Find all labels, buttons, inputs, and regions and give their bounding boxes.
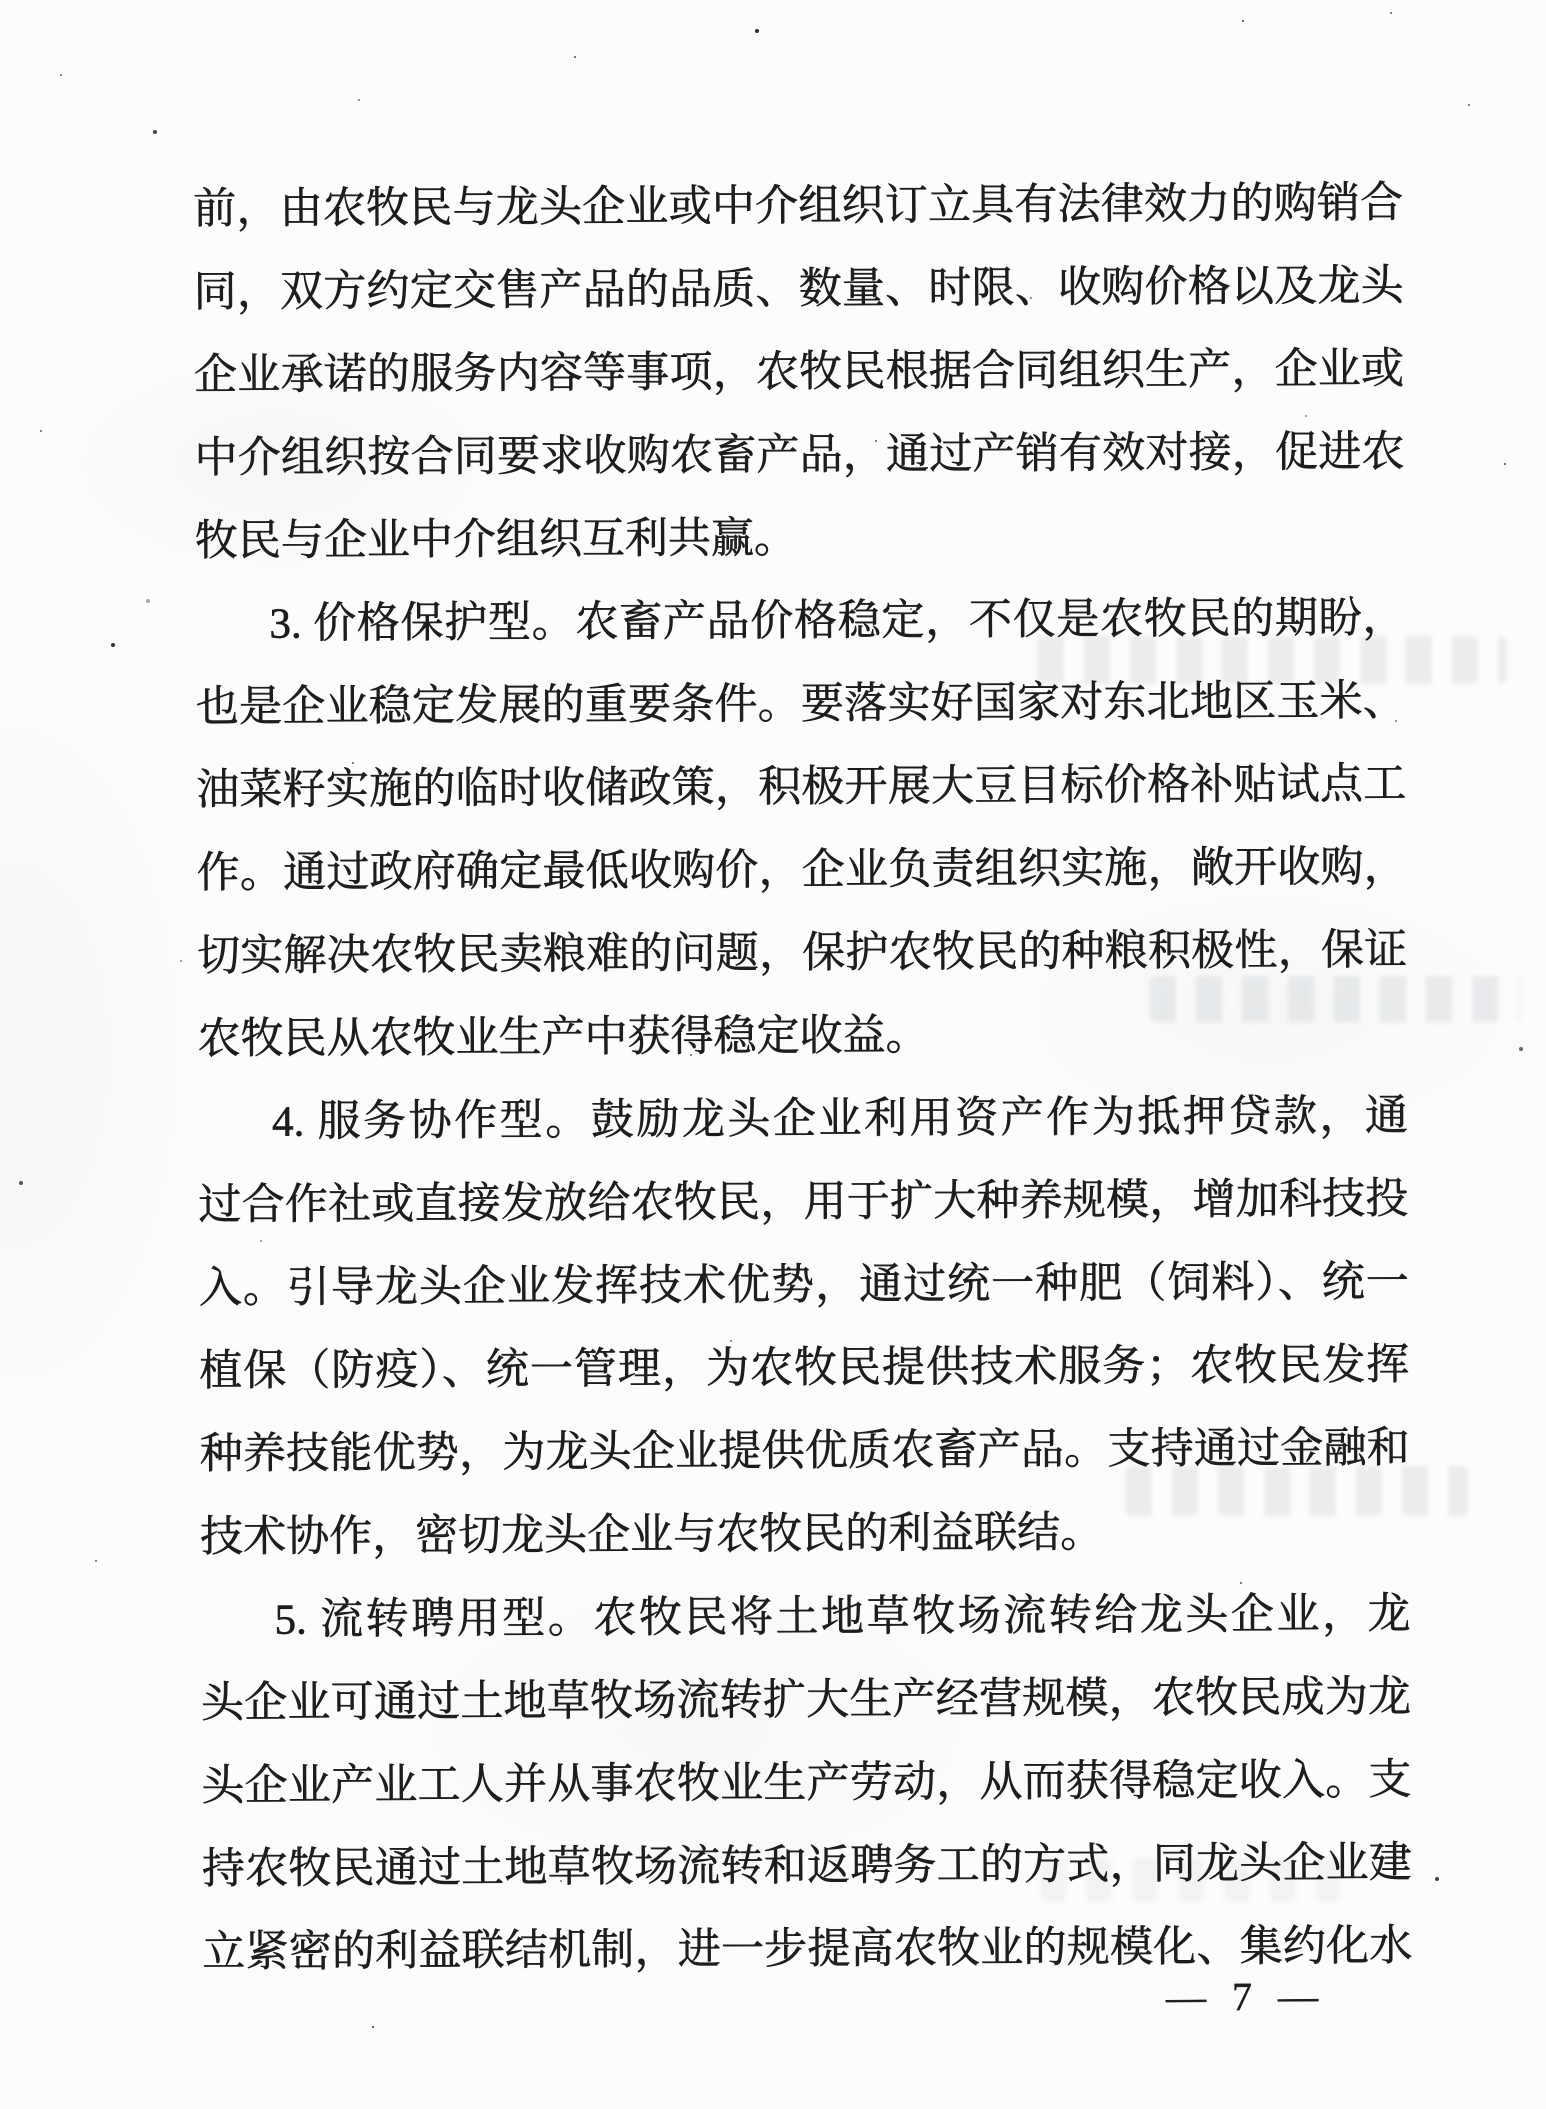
text-line: 油菜籽实施的临时收储政策，积极开展大豆目标价格补贴试点工: [196, 760, 1407, 815]
text-line: 作。通过政府确定最低收购价，企业负责组织实施，敞开收购，: [196, 843, 1407, 898]
footer-dash-right: —: [1277, 1973, 1319, 2019]
page-number-value: 7: [1231, 1973, 1253, 2020]
text-line: 技术协作，密切龙头企业与农牧民的利益联结。: [200, 1509, 1104, 1562]
text-line: 5. 流转聘用型。农牧民将土地草牧场流转给龙头企业，龙: [274, 1590, 1411, 1644]
text-line: 农牧民从农牧业生产中获得稳定收益。: [197, 1012, 929, 1064]
text-line: 植保（防疫）、统一管理，为农牧民提供技术服务；农牧民发挥: [199, 1341, 1410, 1396]
text-line: 前，由农牧民与龙头企业或中介组织订立具有法律效力的购销合: [193, 179, 1404, 234]
text-line: 4. 服务协作型。鼓励龙头企业利用资产作为抵押贷款，通: [271, 1092, 1409, 1146]
text-line: 同，双方约定交售产品的品质、数量、时限、收购价格以及龙头: [193, 262, 1404, 317]
text-line: 牧民与企业中介组织互利共赢。: [194, 515, 798, 566]
text-line: 3. 价格保护型。农畜产品价格稳定，不仅是农牧民的期盼，: [269, 594, 1406, 648]
text-line: 种养技能优势，为龙头企业提供优质农畜产品。支持通过金融和: [199, 1424, 1410, 1479]
text-line: 立紧密的利益联结机制，进一步提高农牧业的规模化、集约化水: [202, 1922, 1413, 1977]
text-line: 过合作社或直接发放给农牧民，用于扩大种养规模，增加科技投: [198, 1175, 1409, 1230]
footer-dash-left: —: [1165, 1974, 1207, 2020]
text-line: 切实解决农牧民卖粮难的问题，保护农牧民的种粮积极性，保证: [197, 926, 1408, 981]
text-line: 头企业可通过土地草牧场流转扩大生产经营规模，农牧民成为龙: [200, 1673, 1412, 1728]
text-line: 中介组织按合同要求收购农畜产品，通过产销有效对接，促进农: [194, 428, 1405, 483]
text-line: 头企业产业工人并从事农牧业生产劳动，从而获得稳定收入。支: [201, 1756, 1412, 1811]
text-line: 入。引导龙头企业发挥技术优势，通过统一种肥（饲料）、统一: [198, 1258, 1409, 1313]
text-line: 也是企业稳定发展的重要条件。要落实好国家对东北地区玉米、: [195, 677, 1406, 732]
scan-noise-specks: [0, 0, 2, 2]
text-line: 企业承诺的服务内容等事项，农牧民根据合同组织生产，企业或: [193, 345, 1405, 400]
text-line: 持农牧民通过土地草牧场流转和返聘务工的方式，同龙头企业建: [201, 1839, 1413, 1894]
document-body: [193, 162, 1413, 1994]
page-number: [1166, 1973, 1318, 2020]
